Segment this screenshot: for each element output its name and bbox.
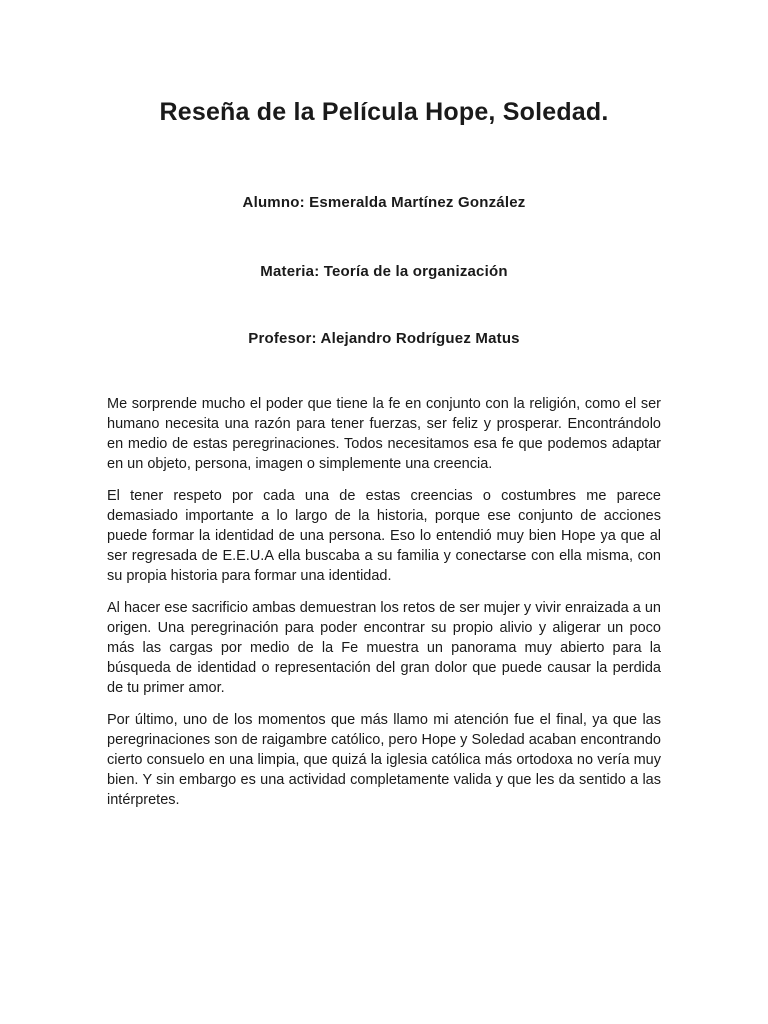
paragraph-3: Al hacer ese sacrificio ambas demuestran los retos de ser mujer y vivir enraizada a un origen. Una peregrinación para poder encontrar su propio alivio y aligerar un poco más las cargas por medio de la Fe muestra un panorama muy abierto para la búsqueda de identidad o representación del gran dolor que puede causar la perdida de tu primer amor. (107, 600, 661, 696)
teacher-line: Profesor: Alejandro Rodríguez Matus (248, 330, 520, 347)
paragraph-1: Me sorprende mucho el poder que tiene la fe en conjunto con la religión, como el ser humano necesita una razón para tener fuerzas, ser feliz y prosperar. Encontrándolo en medio de estas peregrinaciones. Todos necesitamos esa fe que podemos adaptar en un objeto, persona, imagen o simplemente una creencia. (107, 396, 661, 472)
review-body (107, 394, 661, 822)
student-line: Alumno: Esmeralda Martínez González (242, 194, 526, 211)
subject-line: Materia: Teoría de la organización (260, 263, 508, 280)
paragraph-2: El tener respeto por cada una de estas creencias o costumbres me parece demasiado importante a lo largo de la historia, porque ese conjunto de acciones puede formar la identidad de una persona. Eso lo entendió muy bien Hope ya que al ser regresada de E.E.U.A ella buscaba a su familia y conectarse con ella misma, con su propia historia para formar una identidad. (107, 488, 661, 584)
document-title: Reseña de la Película Hope, Soledad. (159, 98, 609, 126)
paragraph-4: Por último, uno de los momentos que más llamo mi atención fue el final, ya que las peregrinaciones son de raigambre católico, pero Hope y Soledad acaban encontrando cierto consuelo en una limpia, que quizá la iglesia católica más ortodoxa no vería muy bien. Y sin embargo es una actividad completamente valida y que les da sentido a las intérpretes. (107, 712, 661, 808)
